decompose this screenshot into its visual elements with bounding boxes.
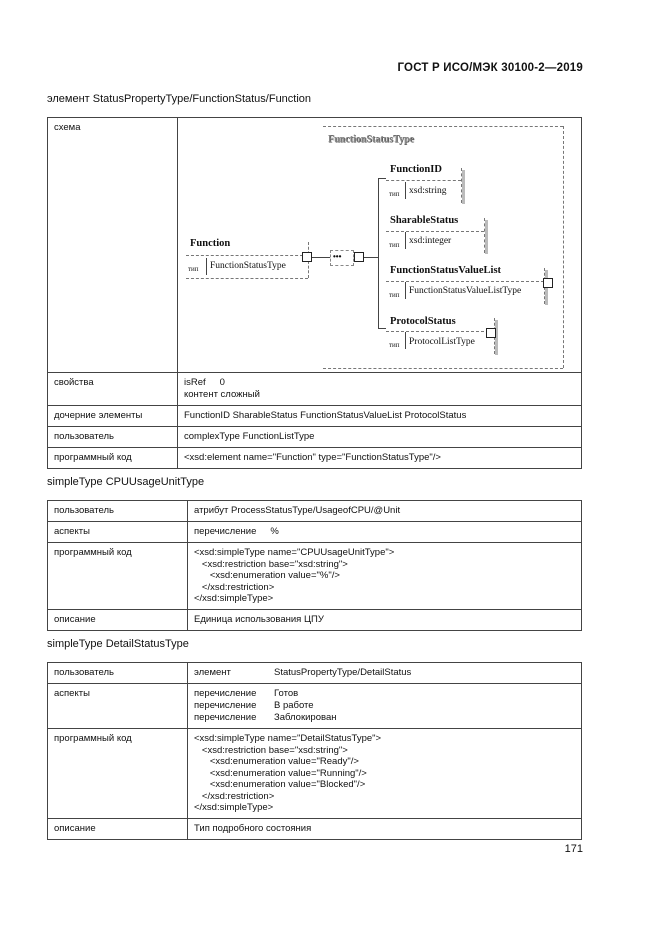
row-label: программный код xyxy=(48,729,188,819)
desc-value: Единица использования ЦПУ xyxy=(188,609,582,630)
facet-key: перечисление xyxy=(194,526,257,537)
row-label: программный код xyxy=(48,543,188,610)
sequence-symbol: ••• xyxy=(333,252,342,261)
root-element-tag: тип xyxy=(188,265,199,273)
content-type: контент сложный xyxy=(184,389,260,400)
child-tag-functionid: тип xyxy=(389,190,400,198)
facet-row: перечисление Заблокирован xyxy=(194,712,337,723)
section-title-cpuusage: simpleType CPUUsageUnitType xyxy=(47,476,205,488)
sequence-expand-box[interactable] xyxy=(354,252,364,262)
page-number: 171 xyxy=(564,843,583,855)
cpuusage-table xyxy=(47,500,582,631)
user-value: StatusPropertyType/DetailStatus xyxy=(274,667,412,678)
function-element-table xyxy=(47,117,582,469)
table-row xyxy=(48,501,582,522)
row-label: описание xyxy=(48,818,188,839)
row-label: программный код xyxy=(48,448,178,469)
table-row xyxy=(48,522,582,543)
child-tag-sharablestatus: тип xyxy=(389,241,400,249)
protocolstatus-expand-box[interactable] xyxy=(486,328,496,338)
code-value: <xsd:simpleType name="CPUUsageUnitType"> <xsd:restriction base="xsd:string"> <xsd:enumeration value="%"/> </xsd:restriction> </xsd:simpleType> xyxy=(194,547,395,604)
properties-value xyxy=(178,373,582,406)
facet-value: % xyxy=(270,526,279,537)
child-name-protocolstatus: ProtocolStatus xyxy=(390,316,456,327)
detailstatus-table xyxy=(47,662,582,840)
facet-row: перечисление В работе xyxy=(194,700,314,711)
child-tag-functionstatusvaluelist: тип xyxy=(389,291,400,299)
child-type-functionstatusvaluelist: FunctionStatusValueListType xyxy=(409,286,522,296)
table-row xyxy=(48,543,582,610)
facets-value xyxy=(188,522,582,543)
schema-diagram-cell xyxy=(178,118,582,373)
row-label: пользователь xyxy=(48,501,188,522)
code-value: <xsd:simpleType name="DetailStatusType"> <xsd:restriction base="xsd:string"> <xsd:enumeration value="Ready"/> <xsd:enumeration value="Running"/> <xsd:enumeration value="Blocked"/> </xsd:restriction> </xsd:simpleType> xyxy=(194,733,382,813)
section-title-function: элемент StatusPropertyType/FunctionStatus/Function xyxy=(47,93,312,105)
child-tag-protocolstatus: тип xyxy=(389,341,400,349)
root-expand-box[interactable] xyxy=(302,252,312,262)
row-label: описание xyxy=(48,609,188,630)
row-label: свойства xyxy=(48,373,178,406)
root-element-name: Function xyxy=(190,238,231,249)
user-value: атрибут ProcessStatusType/UsageofCPU/@Unit xyxy=(188,501,582,522)
code-value: <xsd:element name="Function" type="FunctionStatusType"/> xyxy=(178,448,582,469)
child-type-sharablestatus: xsd:integer xyxy=(409,236,452,246)
facet-row: перечисление Готов xyxy=(194,688,299,699)
code-cell xyxy=(188,729,582,819)
row-label: пользователь xyxy=(48,663,188,684)
table-row xyxy=(48,406,582,427)
child-type-protocolstatus: ProtocolListType xyxy=(409,337,475,347)
isref-key: isRef xyxy=(184,377,206,388)
table-row xyxy=(48,684,582,729)
row-label: аспекты xyxy=(48,684,188,729)
child-name-sharablestatus: SharableStatus xyxy=(390,215,459,226)
root-element-type: FunctionStatusType xyxy=(210,261,286,271)
user-value: complexType FunctionListType xyxy=(178,427,582,448)
user-key: элемент xyxy=(194,667,231,678)
facets-cell xyxy=(188,684,582,729)
child-name-functionstatusvaluelist: FunctionStatusValueList xyxy=(390,265,502,276)
document-header: ГОСТ Р ИСО/МЭК 30100-2—2019 xyxy=(397,62,583,74)
section-title-detailstatus: simpleType DetailStatusType xyxy=(47,638,189,650)
table-row xyxy=(48,663,582,684)
table-row xyxy=(48,729,582,819)
type-group-title: FunctionStatusType xyxy=(328,134,414,145)
code-cell xyxy=(188,543,582,610)
row-label: дочерние элементы xyxy=(48,406,178,427)
isref-value: 0 xyxy=(219,377,225,388)
user-value-cell xyxy=(188,663,582,684)
children-value: FunctionID SharableStatus FunctionStatusValueList ProtocolStatus xyxy=(178,406,582,427)
row-label: аспекты xyxy=(48,522,188,543)
table-row xyxy=(48,427,582,448)
row-label: пользователь xyxy=(48,427,178,448)
schema-diagram xyxy=(178,118,581,372)
table-row xyxy=(48,118,582,373)
table-row xyxy=(48,448,582,469)
child-type-functionid: xsd:string xyxy=(409,186,447,196)
table-row xyxy=(48,373,582,406)
table-row xyxy=(48,609,582,630)
desc-value: Тип подробного состояния xyxy=(188,818,582,839)
child-name-functionid: FunctionID xyxy=(390,164,442,175)
table-row xyxy=(48,818,582,839)
functionstatusvaluelist-expand-box[interactable] xyxy=(543,278,553,288)
row-label: схема xyxy=(48,118,178,373)
